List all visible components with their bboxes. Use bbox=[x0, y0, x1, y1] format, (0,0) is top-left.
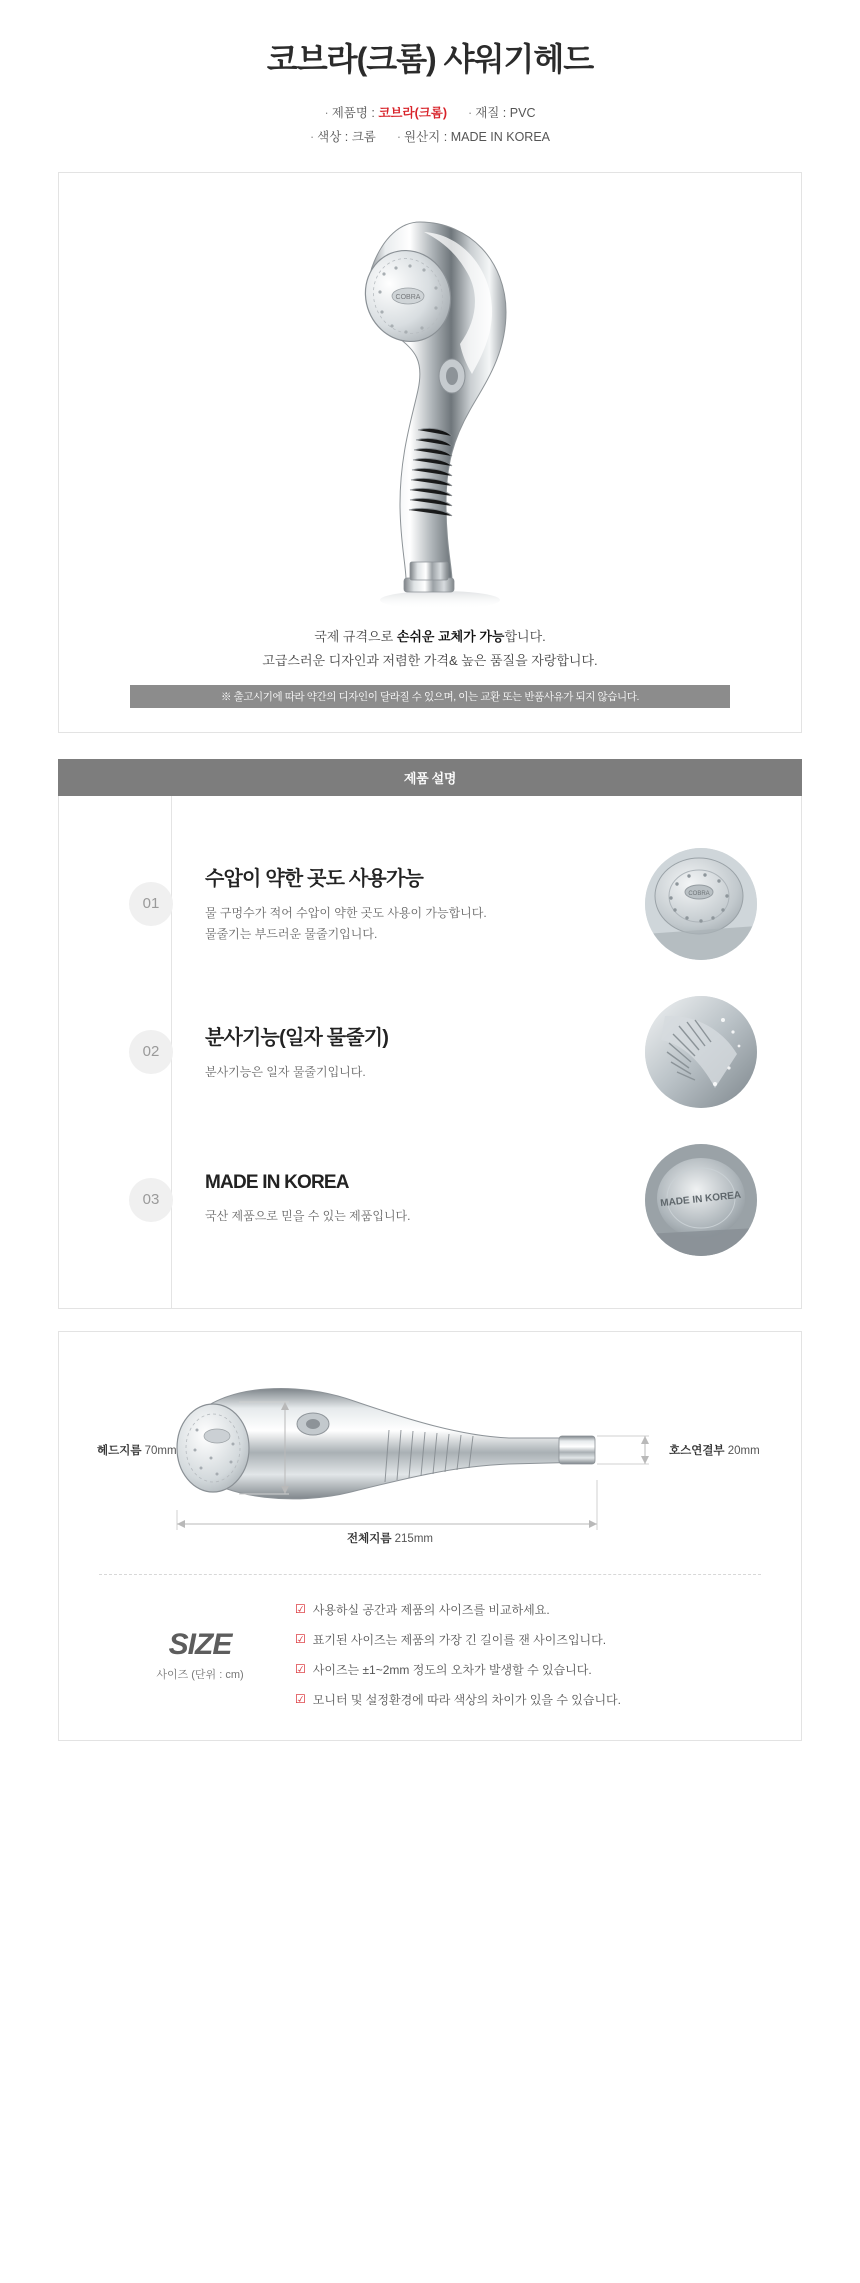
hero-product-image bbox=[59, 199, 801, 619]
size-note bbox=[295, 1631, 755, 1650]
feature-title: 수압이 약한 곳도 사용가능 bbox=[205, 868, 423, 891]
feature-item bbox=[59, 830, 801, 978]
size-note bbox=[295, 1691, 755, 1710]
spec-label-color: 색상 : bbox=[317, 129, 349, 144]
feature-description bbox=[205, 903, 645, 945]
diagram-nozzle-face bbox=[177, 1404, 249, 1492]
size-notes-list bbox=[295, 1601, 755, 1711]
showerhead-face-photo bbox=[645, 848, 757, 960]
feature-thumbnail bbox=[645, 1144, 757, 1256]
svg-text:COBRA: COBRA bbox=[395, 293, 421, 301]
dim-total-length bbox=[347, 1530, 433, 1546]
feature-number-badge: 03 bbox=[129, 1178, 173, 1222]
feature-title: MADE IN KOREA bbox=[205, 1172, 349, 1194]
size-note-text: 모니터 및 설정환경에 따라 색상의 차이가 있을 수 있습니다. bbox=[312, 1693, 621, 1708]
hero-panel bbox=[58, 172, 802, 733]
bullet-icon: · bbox=[324, 106, 329, 120]
features-panel bbox=[58, 796, 802, 1309]
feature-text bbox=[199, 1172, 645, 1227]
size-note bbox=[295, 1601, 755, 1620]
showerhead-spray-photo bbox=[645, 996, 757, 1108]
spec-value-origin: MADE IN KOREA bbox=[450, 129, 551, 144]
dim-head-diameter bbox=[97, 1442, 177, 1458]
size-note-text: 사이즈는 ±1~2mm 정도의 오차가 발생할 수 있습니다. bbox=[312, 1662, 592, 1677]
size-note bbox=[295, 1661, 755, 1680]
size-diagram bbox=[89, 1358, 771, 1548]
size-logo bbox=[105, 1628, 295, 1682]
hero-caption-pre: 국제 규격으로 bbox=[314, 628, 397, 644]
feature-number-column bbox=[103, 1030, 199, 1074]
bullet-icon: · bbox=[309, 129, 315, 144]
size-logo-text: SIZE bbox=[168, 1628, 232, 1662]
feature-number-column bbox=[103, 882, 199, 926]
feature-number-column bbox=[103, 1178, 199, 1222]
size-unit-label: 사이즈 (단위 : cm) bbox=[156, 1669, 244, 1682]
dim-head-diameter-value: 70mm bbox=[144, 1444, 177, 1457]
hero-caption-bold: 손쉬운 교체가 가능 bbox=[396, 628, 505, 644]
features-section-title: 제품 설명 bbox=[58, 759, 802, 796]
hero-caption bbox=[59, 625, 801, 673]
size-info-block bbox=[59, 1575, 801, 1711]
size-note-text: 표기된 사이즈는 제품의 가장 긴 길이를 잰 사이즈입니다. bbox=[312, 1632, 607, 1647]
spec-row-1 bbox=[0, 102, 860, 126]
dim-total-length-value: 215mm bbox=[394, 1532, 433, 1545]
page-header bbox=[0, 0, 860, 150]
svg-text:MADE IN KOREA: MADE IN KOREA bbox=[659, 1189, 742, 1209]
feature-title: 분사기능(일자 물줄기) bbox=[205, 1026, 389, 1049]
feature-number-badge: 02 bbox=[129, 1030, 173, 1074]
spec-row-2 bbox=[0, 126, 860, 150]
spec-value-material: PVC bbox=[509, 106, 536, 120]
feature-description-line-1: 분사기능은 일자 물줄기입니다. bbox=[205, 1064, 366, 1079]
feature-description bbox=[205, 1062, 645, 1083]
dim-hose-connector-label: 호스연결부 bbox=[669, 1444, 725, 1457]
hero-caption-post: 합니다. bbox=[504, 628, 546, 644]
feature-description bbox=[205, 1206, 645, 1227]
check-icon: ☑ bbox=[295, 1631, 306, 1646]
product-spec-list bbox=[0, 102, 860, 150]
page-title: 코브라(크롬) 샤워기헤드 bbox=[266, 41, 594, 77]
bullet-icon: · bbox=[396, 129, 402, 144]
feature-text bbox=[199, 1021, 645, 1083]
spec-label-name: 제품명 : bbox=[331, 106, 375, 120]
spec-value-name: 코브라(크롬) bbox=[378, 106, 448, 120]
dim-hose-connector-value: 20mm bbox=[727, 1444, 760, 1457]
feature-item bbox=[59, 978, 801, 1126]
feature-description-line-1: 국산 제품으로 믿을 수 있는 제품입니다. bbox=[205, 1209, 411, 1224]
design-change-notice: ※ 출고시기에 따라 약간의 디자인이 달라질 수 있으며, 이는 교환 또는 반품사유가 되지 않습니다. bbox=[130, 685, 730, 708]
dim-total-length-label: 전체지름 bbox=[347, 1532, 392, 1545]
svg-text:COBRA: COBRA bbox=[688, 890, 710, 897]
check-icon: ☑ bbox=[295, 1661, 306, 1676]
spec-label-material: 재질 : bbox=[475, 106, 507, 120]
feature-item bbox=[59, 1126, 801, 1274]
feature-thumbnail bbox=[645, 996, 757, 1108]
check-icon: ☑ bbox=[295, 1692, 306, 1707]
feature-thumbnail bbox=[645, 848, 757, 960]
spec-value-color: 크롬 bbox=[351, 129, 376, 144]
hero-caption-line-1 bbox=[59, 625, 801, 649]
feature-description-line-2: 물줄기는 부드러운 물줄기입니다. bbox=[205, 927, 378, 942]
spec-label-origin: 원산지 : bbox=[404, 129, 448, 144]
size-note-text: 사용하실 공간과 제품의 사이즈를 비교하세요. bbox=[312, 1602, 550, 1617]
size-panel bbox=[58, 1331, 802, 1742]
check-icon: ☑ bbox=[295, 1601, 306, 1616]
showerhead-illustration bbox=[300, 204, 560, 614]
hero-caption-line-2: 고급스러운 디자인과 저렴한 가격& 높은 품질을 자랑합니다. bbox=[262, 652, 598, 668]
feature-number-badge: 01 bbox=[129, 882, 173, 926]
bullet-icon: · bbox=[468, 106, 473, 120]
feature-text bbox=[199, 862, 645, 945]
dim-head-diameter-label: 헤드지름 bbox=[97, 1444, 142, 1457]
dim-hose-connector bbox=[669, 1442, 760, 1458]
made-in-korea-stamp-photo bbox=[645, 1144, 757, 1256]
feature-description-line-1: 물 구멍수가 적어 수압이 약한 곳도 사용이 가능합니다. bbox=[205, 906, 487, 921]
